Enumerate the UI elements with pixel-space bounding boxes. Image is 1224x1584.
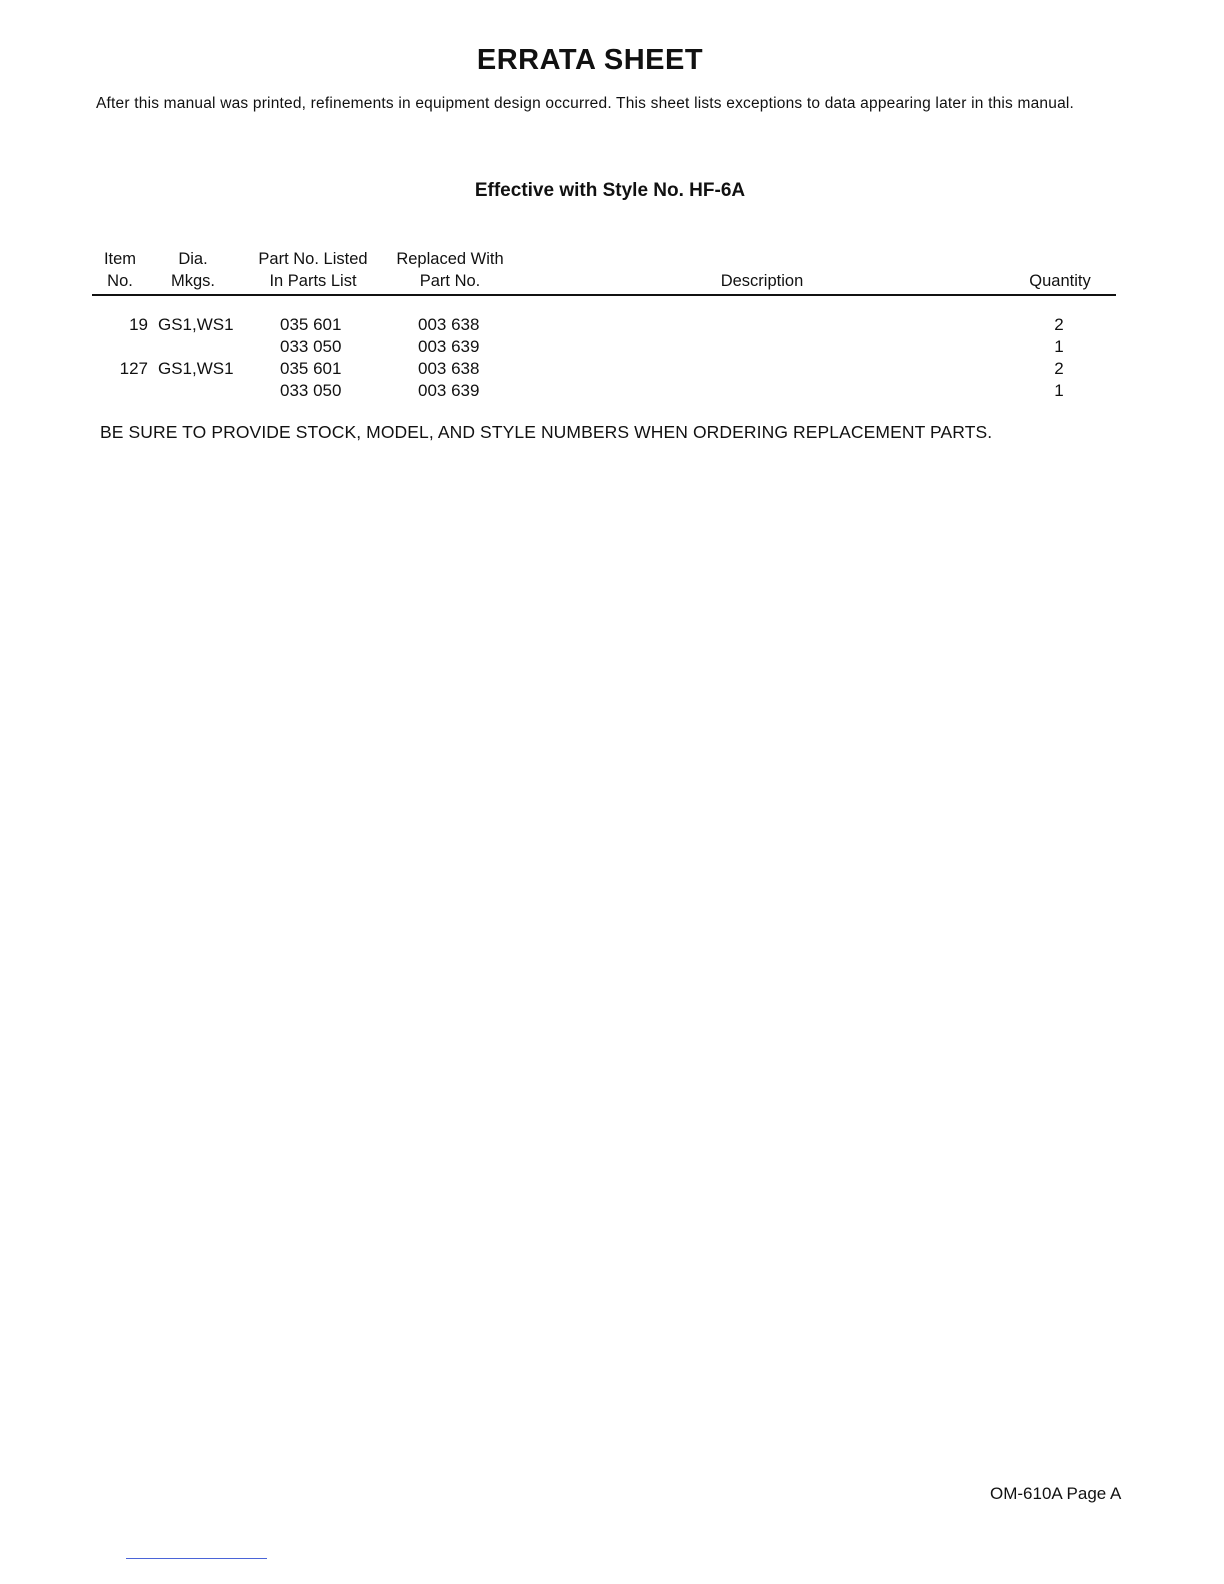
table-row xyxy=(92,358,1116,380)
header-replaced-line1: Replaced With xyxy=(396,250,504,268)
cell-quantity: 2 xyxy=(1054,359,1064,378)
header-replaced xyxy=(388,248,512,292)
cell-part-listed: 035 601 xyxy=(280,315,342,334)
cell-part-listed: 033 050 xyxy=(280,381,342,400)
table-body xyxy=(92,314,1116,402)
header-description: Description xyxy=(720,272,804,290)
cell-replaced: 003 639 xyxy=(418,337,480,356)
header-dia-line2: Mkgs. xyxy=(170,272,215,290)
cell-replaced: 003 638 xyxy=(418,315,480,334)
header-dia-line1: Dia. xyxy=(178,250,208,268)
cell-quantity: 1 xyxy=(1054,381,1064,400)
cell-quantity: 2 xyxy=(1054,315,1064,334)
table-header xyxy=(92,248,1116,296)
cell-part-listed: 035 601 xyxy=(280,359,342,378)
table-row xyxy=(92,380,1116,402)
header-part-listed-line1: Part No. Listed xyxy=(258,250,368,268)
effective-style-heading: Effective with Style No. HF-6A xyxy=(474,180,746,201)
header-item-line1: Item xyxy=(103,250,137,268)
page-footer: OM-610A Page A xyxy=(990,1484,1122,1503)
table-row xyxy=(92,314,1116,336)
bottom-rule xyxy=(126,1558,267,1559)
header-part-listed-line2: In Parts List xyxy=(269,272,357,290)
ordering-note: BE SURE TO PROVIDE STOCK, MODEL, AND STYLE NUMBERS WHEN ORDERING REPLACEMENT PARTS. xyxy=(100,422,993,442)
cell-item: 19 xyxy=(129,315,148,334)
cell-part-listed: 033 050 xyxy=(280,337,342,356)
cell-quantity: 1 xyxy=(1054,337,1064,356)
table-row xyxy=(92,336,1116,358)
cell-replaced: 003 638 xyxy=(418,359,480,378)
errata-table xyxy=(92,248,1116,402)
intro-paragraph: After this manual was printed, refinements in equipment design occurred. This sheet lists exceptions to data appearing later in this manual. xyxy=(96,95,1075,112)
header-item-line2: No. xyxy=(107,272,133,290)
cell-item: 127 xyxy=(119,359,148,378)
cell-replaced: 003 639 xyxy=(418,381,480,400)
cell-dia: GS1,WS1 xyxy=(158,359,234,378)
header-part-listed xyxy=(246,248,380,292)
header-dia xyxy=(152,248,234,292)
header-quantity: Quantity xyxy=(1029,272,1091,290)
page-title: ERRATA SHEET xyxy=(476,44,704,76)
header-replaced-line2: Part No. xyxy=(419,272,481,290)
cell-dia: GS1,WS1 xyxy=(158,315,234,334)
header-item xyxy=(92,248,148,292)
